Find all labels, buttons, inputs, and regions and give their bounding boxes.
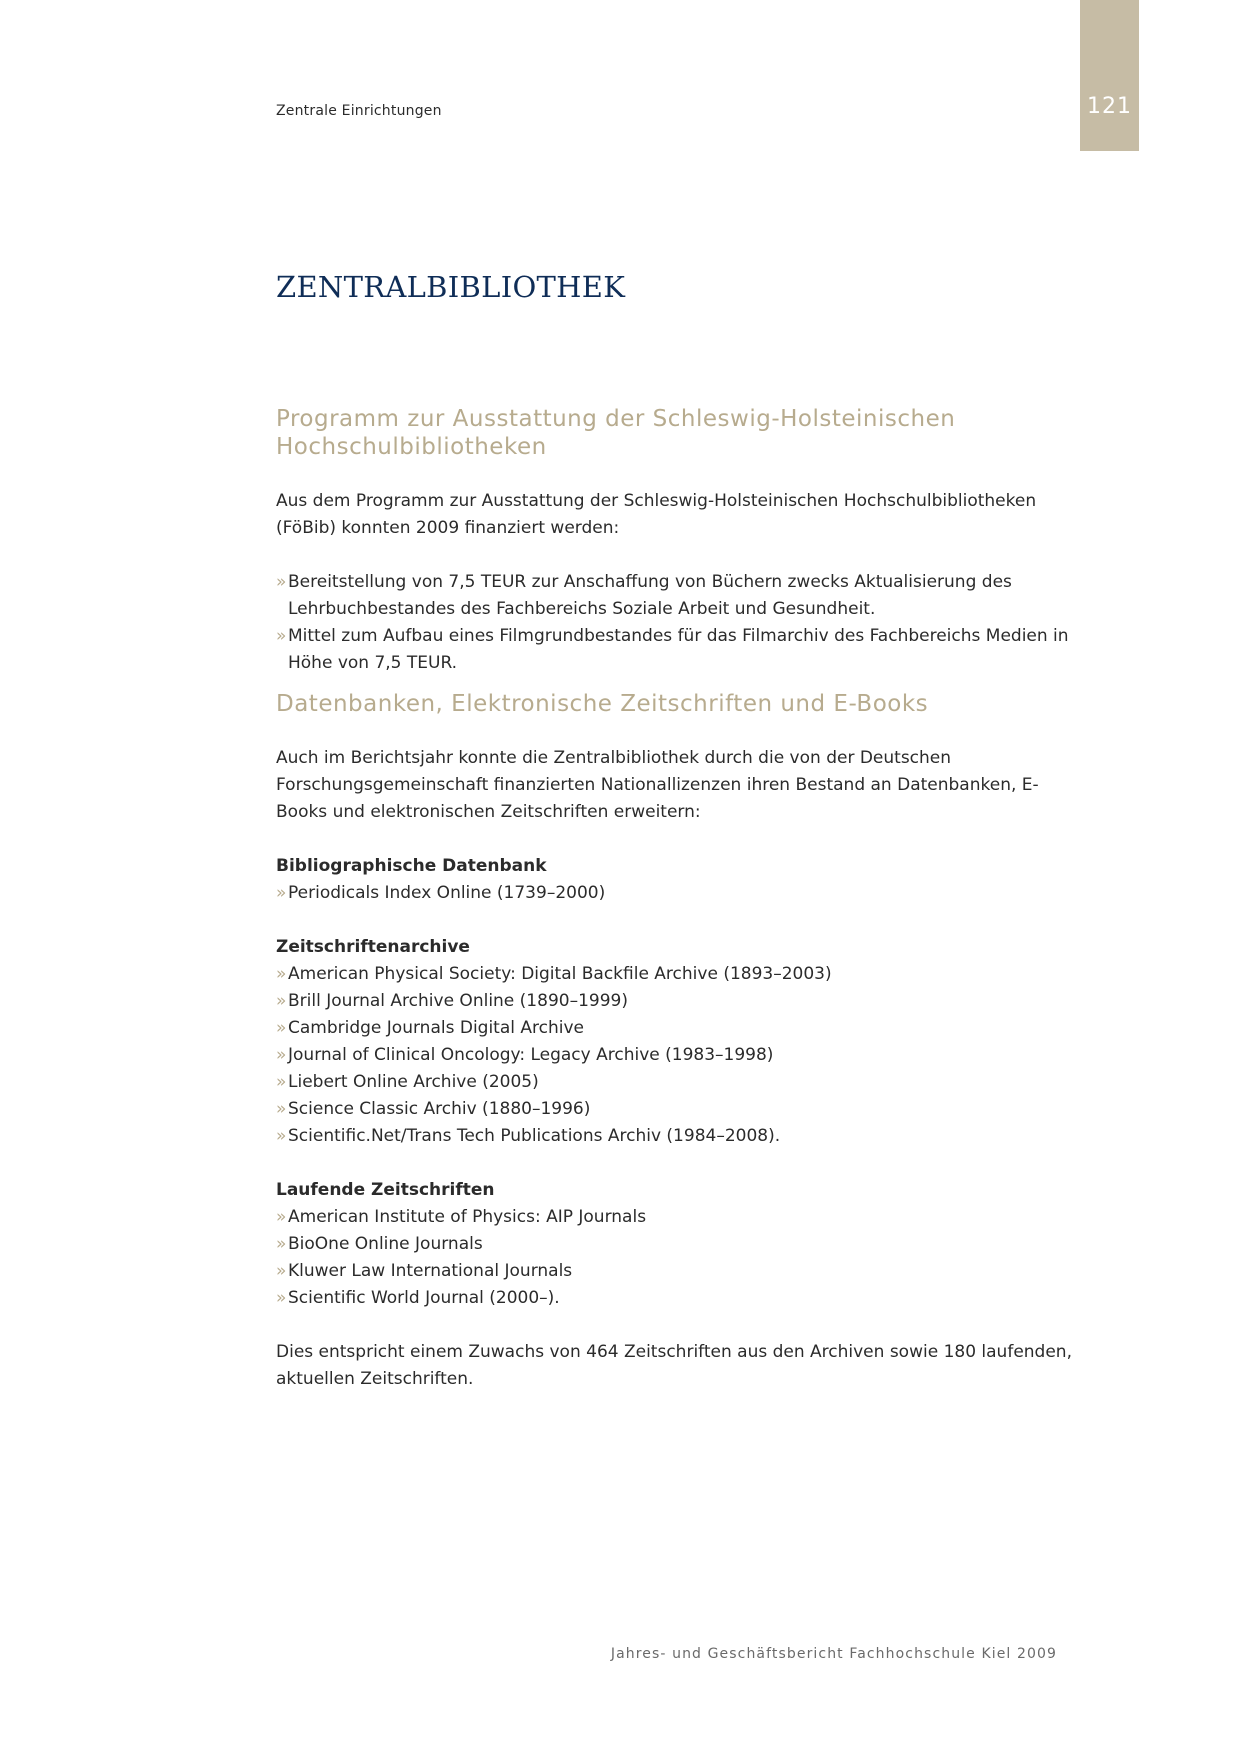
page-number-tab: [1080, 0, 1139, 151]
page-number: 121: [1087, 94, 1132, 119]
list-item: » Periodicals Index Online (1739–2000): [276, 880, 1076, 907]
group-heading: Zeitschriftenarchive: [276, 937, 470, 957]
running-head: Zentrale Einrichtungen: [276, 103, 442, 119]
list-item: » Mittel zum Aufbau eines Filmgrundbestandes für das Filmarchiv des Fachbereichs Medien in Höhe von 7,5 TEUR.: [276, 623, 1076, 677]
list-item: » Science Classic Archiv (1880–1996): [276, 1096, 1076, 1123]
page-title: ZENTRALBIBLIOTHEK: [276, 270, 626, 304]
list-item: » Kluwer Law International Journals: [276, 1258, 1076, 1285]
closing-paragraph: Dies entspricht einem Zuwachs von 464 Zeitschriften aus den Archiven sowie 180 laufenden, aktuellen Zeitschriften.: [276, 1342, 1072, 1389]
group-bibliographic-database: [276, 853, 1076, 907]
list-item: » Journal of Clinical Oncology: Legacy Archive (1983–1998): [276, 1042, 1076, 1069]
page-footer: Jahres- und Geschäftsbericht Fachhochschule Kiel 2009: [610, 1646, 1057, 1662]
group-current-journals: [276, 1177, 1076, 1312]
section-intro-databases: Auch im Berichtsjahr konnte die Zentralbibliothek durch die von der Deutschen Forschungsgemeinschaft finanzierten Nationallizenzen ihren Bestand an Datenbanken, E-Books und elektronischen Zeitschriften erweitern:: [276, 748, 1039, 822]
list-item: » American Physical Society: Digital Backfile Archive (1893–2003): [276, 961, 1076, 988]
group-journal-archives: [276, 934, 1076, 1150]
list-item: » American Institute of Physics: AIP Journals: [276, 1204, 1076, 1231]
list-item: » Cambridge Journals Digital Archive: [276, 1015, 1076, 1042]
resource-list: [276, 961, 1076, 1150]
list-item: » Bereitstellung von 7,5 TEUR zur Anschaffung von Büchern zwecks Aktualisierung des Lehrbuchbestandes des Fachbereichs Soziale Arbeit und Gesundheit.: [276, 569, 1076, 623]
list-item: » BioOne Online Journals: [276, 1231, 1076, 1258]
list-item: » Scientific.Net/Trans Tech Publications Archiv (1984–2008).: [276, 1123, 1076, 1150]
section-intro-foebib: Aus dem Programm zur Ausstattung der Schleswig-Holsteinischen Hochschulbibliotheken (FöBib) konnten 2009 finanziert werden:: [276, 491, 1037, 538]
resource-list: [276, 1204, 1076, 1312]
main-content: [276, 405, 1076, 1393]
section-heading-databases: Datenbanken, Elektronische Zeitschriften und E-Books: [276, 691, 929, 717]
list-item: » Scientific World Journal (2000–).: [276, 1285, 1076, 1312]
resource-list: [276, 880, 1076, 907]
funding-list: [276, 569, 1076, 677]
list-item: » Liebert Online Archive (2005): [276, 1069, 1076, 1096]
group-heading: Bibliographische Datenbank: [276, 856, 547, 876]
list-item: » Brill Journal Archive Online (1890–1999): [276, 988, 1076, 1015]
group-heading: Laufende Zeitschriften: [276, 1180, 495, 1200]
section-heading-foebib: Programm zur Ausstattung der Schleswig-Holsteinischen Hochschulbibliotheken: [276, 406, 956, 460]
